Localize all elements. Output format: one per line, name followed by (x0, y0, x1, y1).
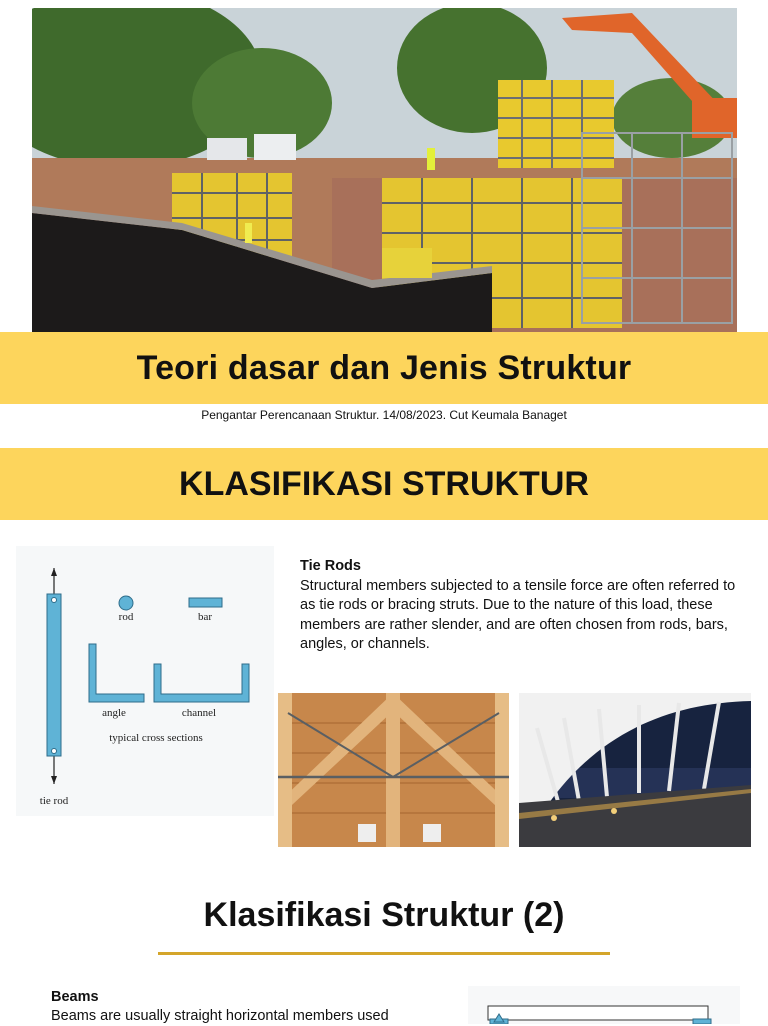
bar-label: bar (197, 611, 213, 623)
cross-sections-caption: typical cross sections (109, 732, 203, 744)
section-title: KLASIFIKASI STRUKTUR (179, 464, 589, 503)
beams-description (51, 988, 431, 1026)
angle-label: angle (102, 707, 126, 719)
beam-diagram (468, 986, 740, 1024)
angle-section (89, 644, 144, 702)
tie-rods-heading: Tie Rods (300, 558, 361, 574)
section-header-band (0, 448, 768, 520)
tie-rod-diagram (16, 546, 274, 816)
channel-label: channel (181, 707, 217, 719)
deck-subtitle: Pengantar Perencanaan Struktur. 14/08/2023. Cut Keumala Banaget (201, 408, 567, 422)
channel-section (154, 664, 249, 702)
beams-body: Beams are usually straight horizontal members used (51, 1008, 389, 1024)
bar-section (189, 598, 222, 607)
timber-roof-tie-rod-photo (278, 693, 509, 847)
rod-section (119, 596, 133, 610)
bridge-tie-rod-photo (519, 693, 751, 847)
deck-title: Teori dasar dan Jenis Struktur (136, 348, 632, 387)
tie-rods-description (300, 557, 740, 655)
title-band (0, 332, 768, 404)
slide-3-title: Klasifikasi Struktur (2) (203, 896, 565, 934)
rod-label: rod (118, 611, 134, 623)
title-underline (158, 952, 610, 955)
beams-heading: Beams (51, 989, 99, 1005)
construction-site-photo (32, 8, 737, 332)
tie-rod-member (47, 594, 61, 756)
tie-rods-body: Structural members subjected to a tensile force are often referred to as tie rods or bracing struts. Due to the nature of this load, these members are rather slender, and are often chosen from rods, bars, angles, or channels. (300, 577, 736, 652)
tie-rod-label: tie rod (39, 795, 69, 807)
